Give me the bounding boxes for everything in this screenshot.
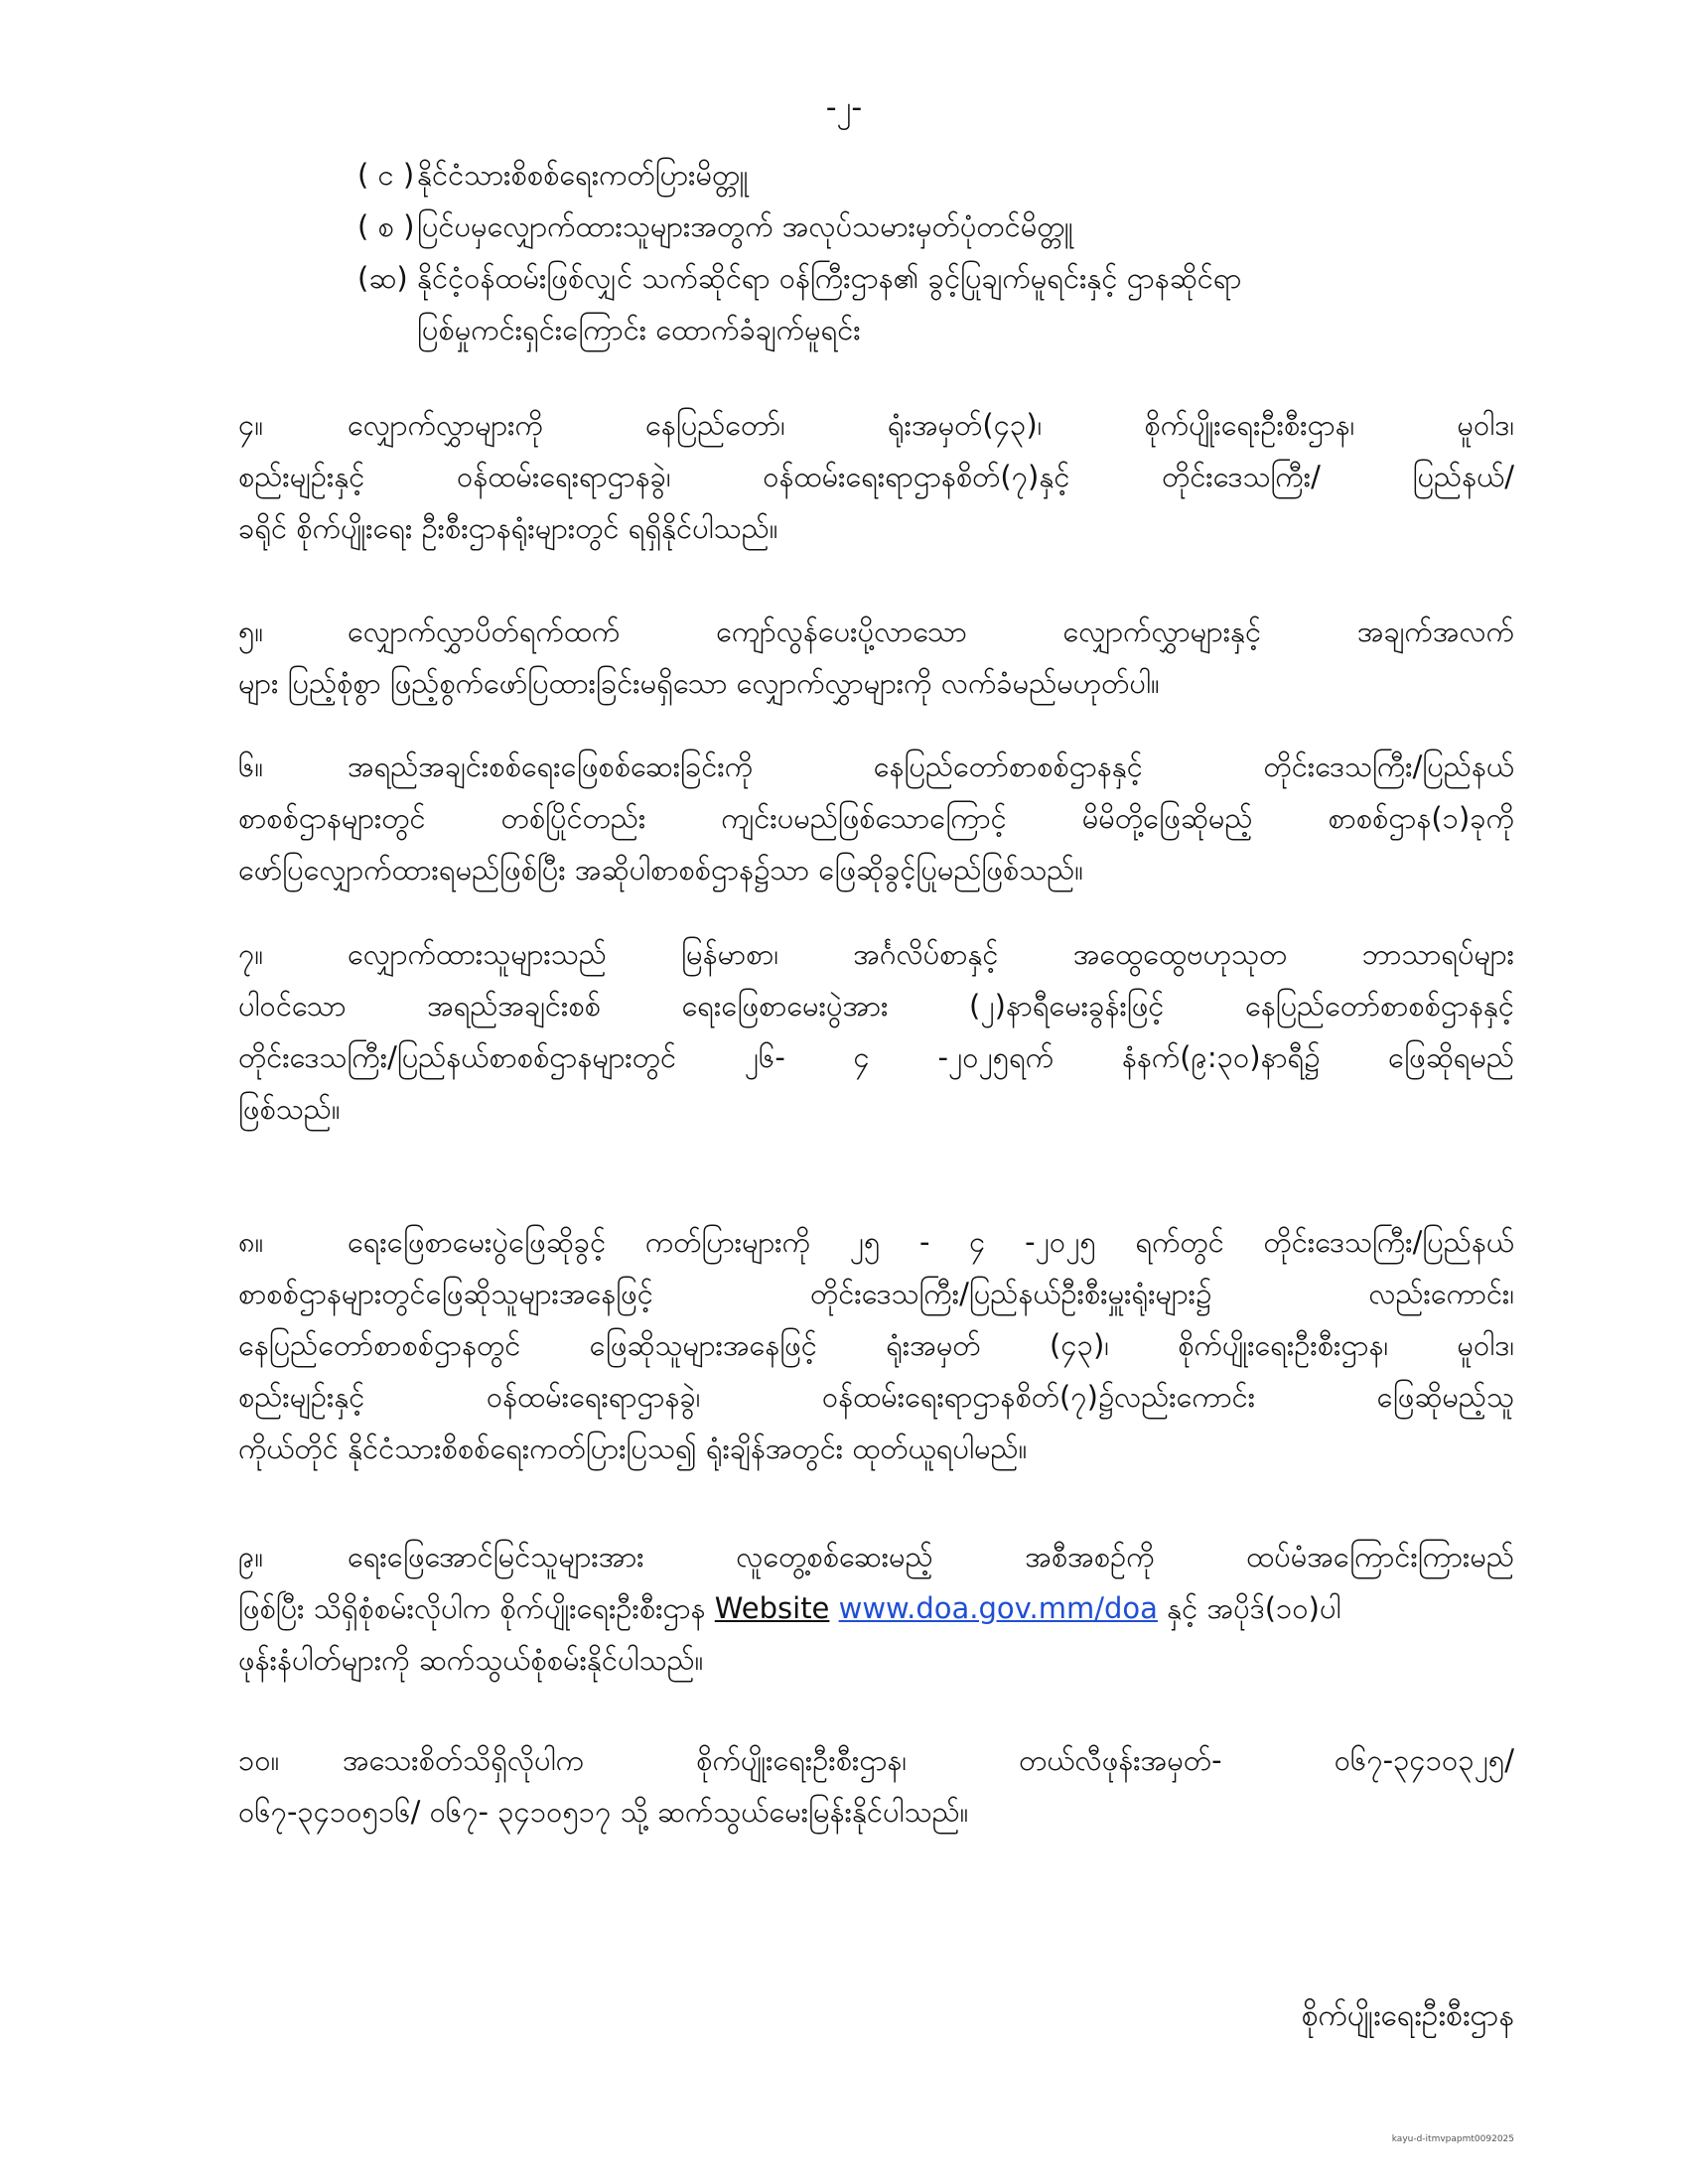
paragraph-line: ဖော်ပြလျှောက်ထားရမည်ဖြစ်ပြီး အဆိုပါစာစစ်ဌာန၌သာ ဖြေဆိုခွင့်ပြုမည်ဖြစ်သည်။ (238, 853, 1084, 887)
paragraph-line: ၀၆၇-၃၄၁၀၅၁၆/ ၀၆၇- ၃၄၁၀၅၁၇ သို့ ဆက်သွယ်မေးမြန်းနိုင်ပါသည်။ (238, 1795, 969, 1829)
paragraph-line: နေပြည်တော်စာစစ်ဌာနတွင် ဖြေဆိုသူများအနေဖြင့် ရုံးအမှတ် (၄၃)၊ စိုက်ပျိုးရေးဦးစီးဌာန၊ မူဝါဒ၊ (238, 1328, 1514, 1362)
website-link-label[interactable]: Website (714, 1591, 830, 1625)
sub-item-marker: ( စ ) (357, 209, 415, 243)
sub-item-marker: ( င ) (357, 158, 415, 192)
paragraph-number: ၅။ (238, 614, 264, 648)
sub-item-marker: (ဆ) (357, 261, 408, 295)
paragraph-number: ၆။ (238, 750, 264, 783)
paragraph-line: ဖြစ်သည်။ (238, 1092, 341, 1126)
paragraph-10 (238, 1734, 1514, 1838)
paragraph-7 (238, 928, 1514, 1135)
sub-item-text: နိုင်ငံသားစိစစ်ရေးကတ်ပြားမိတ္တူ (417, 158, 749, 192)
paragraph-line: တိုင်းဒေသကြီး/ပြည်နယ်စာစစ်ဌာနများတွင် ၂၆- ၄ -၂၀၂၅ရက် နံနက်(၉:၃၀)နာရီ၌ ဖြေဆိုရမည် (238, 1040, 1514, 1074)
paragraph-line: များ ပြည့်စုံစွာ ဖြည့်စွက်ဖော်ပြထားခြင်းမရှိသော လျှောက်လွှာများကို လက်ခံမည်မဟုတ်ပါ။ (238, 666, 1160, 700)
paragraph-8 (238, 1216, 1514, 1474)
paragraph-line: ၅။ လျှောက်လွှာပိတ်ရက်ထက် ကျော်လွန်ပေးပို့လာသော လျှောက်လွှာများနှင့် အချက်အလက် (238, 606, 1514, 657)
paragraph-line: စည်းမျဉ်းနှင့် ဝန်ထမ်းရေးရာဌာနခွဲ၊ ဝန်ထမ်းရေးရာဌာနစိတ်(၇)၌လည်းကောင်း ဖြေဆိုမည့်သူ (238, 1380, 1514, 1414)
paragraph-line: ၈။ ရေးဖြေစာမေးပွဲဖြေဆိုခွင့် ကတ်ပြားများကို ၂၅ - ၄ -၂၀၂၅ ရက်တွင် တိုင်းဒေသကြီး/ပြည်နယ် (238, 1216, 1514, 1268)
paragraph-6 (238, 741, 1514, 895)
paragraph-line: ၆။ အရည်အချင်းစစ်ရေးဖြေစစ်ဆေးခြင်းကို နေပြည်တော်စာစစ်ဌာနနှင့် တိုင်းဒေသကြီး/ပြည်နယ် (238, 741, 1514, 792)
paragraph-line: ဖုန်းနံပါတ်များကို ဆက်သွယ်စုံစမ်းနိုင်ပါသည်။ (238, 1643, 704, 1677)
paragraph-line: ၉။ ရေးဖြေအောင်မြင်သူများအား လူတွေ့စစ်ဆေးမည့် အစီအစဉ်ကို ထပ်မံအကြောင်းကြားမည် (238, 1531, 1514, 1582)
paragraph-number: ၄။ (238, 408, 264, 442)
paragraph-line: ခရိုင် စိုက်ပျိုးရေး ဦးစီးဌာနရုံးများတွင် ရရှိနိုင်ပါသည်။ (238, 511, 778, 545)
paragraph-line: ပါဝင်သော အရည်အချင်းစစ် ရေးဖြေစာမေးပွဲအား (၂)နာရီမေးခွန်းဖြင့် နေပြည်တော်စာစစ်ဌာနနှင့် (238, 989, 1514, 1023)
paragraph-number: ၁၀။ (238, 1743, 280, 1777)
paragraph-number: ၈။ (238, 1225, 264, 1259)
paragraph-9 (238, 1531, 1514, 1686)
page-number: -၂- (825, 90, 863, 125)
paragraph-line: ၇။ လျှောက်ထားသူများသည် မြန်မာစာ၊ အင်္ဂလိပ်စာနှင့် အထွေထွေဗဟုသုတ ဘာသာရပ်များ (238, 928, 1514, 980)
paragraph-number: ၇။ (238, 937, 264, 971)
website-link[interactable]: www.doa.gov.mm/doa (838, 1591, 1158, 1625)
paragraph-line: စာစစ်ဌာနများတွင် တစ်ပြိုင်တည်း ကျင်းပမည်ဖြစ်သောကြောင့် မိမိတို့ဖြေဆိုမည့် စာစစ်ဌာန(၁)ခုကို (238, 801, 1514, 835)
sub-item-text: ပြင်ပမှလျှောက်ထားသူများအတွက် အလုပ်သမားမှတ်ပုံတင်မိတ္တူ (417, 209, 1073, 243)
sub-item-text: နိုင်ငံ့ဝန်ထမ်းဖြစ်လျှင် သက်ဆိုင်ရာ ဝန်ကြီးဌာန၏ ခွင့်ပြုချက်မူရင်းနှင့် ဌာနဆိုင်ရာ (417, 261, 1242, 295)
paragraph-line: ဖြစ်ပြီး သိရှိစုံစမ်းလိုပါက စိုက်ပျိုးရေးဦးစီးဌာန Website www.doa.gov.mm/doa နှင့် အပိုဒ်(၁၀)ပါ (238, 1591, 1341, 1625)
paragraph-line: စည်းမျဉ်းနှင့် ဝန်ထမ်းရေးရာဌာနခွဲ၊ ဝန်ထမ်းရေးရာဌာနစိတ်(၇)နှင့် တိုင်းဒေသကြီး/ ပြည်နယ်/ (238, 460, 1514, 493)
sub-item (357, 252, 1509, 355)
paragraph-5 (238, 606, 1514, 709)
paragraph-4 (238, 399, 1514, 554)
footer-code: kayu-d-itmvpapmt0092025 (1391, 2134, 1514, 2144)
paragraph-line: ၁၀။ အသေးစိတ်သိရှိလိုပါက စိုက်ပျိုးရေးဦးစီးဌာန၊ တယ်လီဖုန်းအမှတ်- ၀၆၇-၃၄၁၀၃၂၅/ (238, 1734, 1514, 1786)
paragraph-line: ကိုယ်တိုင် နိုင်ငံသားစိစစ်ရေးကတ်ပြားပြသ၍ ရုံးချိန်အတွင်း ထုတ်ယူရပါမည်။ (238, 1432, 1028, 1465)
sub-item-text: ပြစ်မှုကင်းရှင်းကြောင်း ထောက်ခံချက်မူရင်း (417, 313, 861, 346)
sub-item-list (357, 149, 1509, 355)
signature-department: စိုက်ပျိုးရေးဦးစီးဌာန (1301, 1998, 1514, 2033)
paragraph-number: ၉။ (238, 1540, 264, 1573)
sub-item (357, 201, 1509, 252)
paragraph-line: စာစစ်ဌာနများတွင်ဖြေဆိုသူများအနေဖြင့် တိုင်းဒေသကြီး/ပြည်နယ်ဦးစီးမှူးရုံးများ၌ လည်းကောင်း၊ (238, 1277, 1514, 1310)
paragraph-line: ၄။ လျှောက်လွှာများကို နေပြည်တော်၊ ရုံးအမှတ်(၄၃)၊ စိုက်ပျိုးရေးဦးစီးဌာန၊ မူဝါဒ၊ (238, 399, 1514, 451)
sub-item (357, 149, 1509, 201)
